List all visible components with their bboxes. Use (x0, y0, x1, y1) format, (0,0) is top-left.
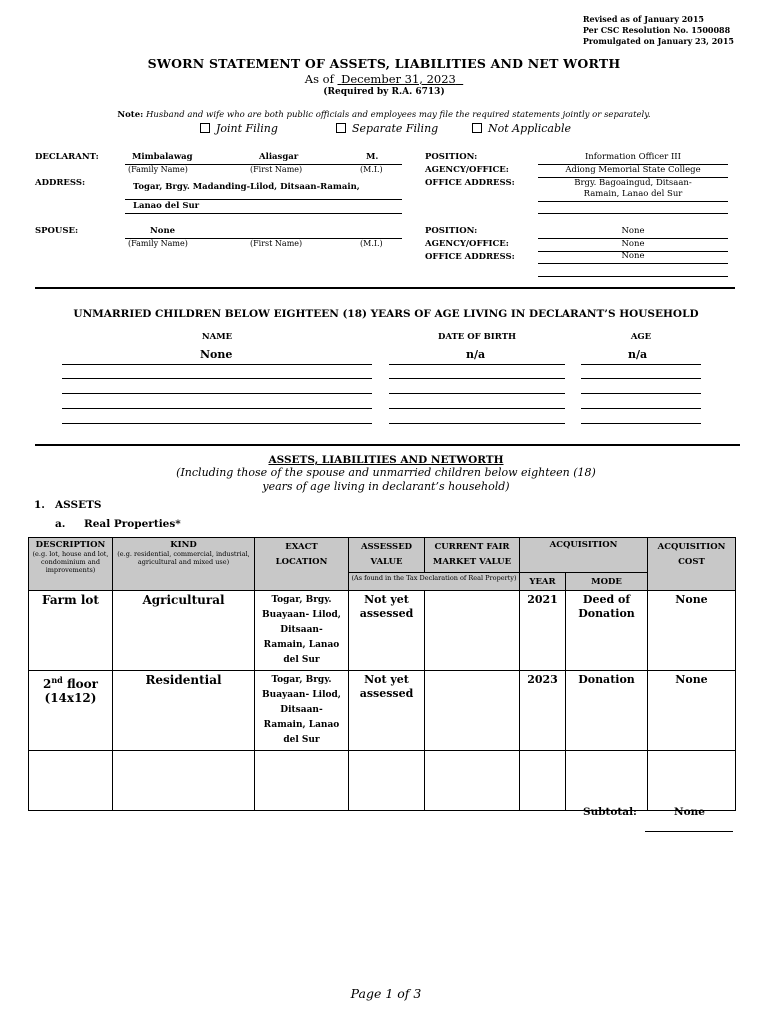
alnw-subtitle-2: years of age living in declarant’s household) (262, 480, 510, 493)
child-row-line (581, 378, 701, 379)
real-properties-table (28, 537, 736, 811)
year-cell: 2021 (520, 591, 566, 671)
table-row (29, 671, 736, 751)
fair-market-hint: (As found in the Tax Declaration of Real Property) (349, 573, 520, 591)
cost-cell: None (648, 671, 736, 751)
year-header: YEAR (520, 573, 566, 591)
child-row-line (389, 423, 565, 424)
child-row-line (62, 423, 372, 424)
divider (538, 213, 728, 214)
children-age-header: AGE (630, 332, 652, 342)
child-row-line (581, 423, 701, 424)
family-name-caption: (Family Name) (128, 165, 188, 174)
child-row-line (62, 364, 372, 365)
mode-header: MODE (566, 573, 648, 591)
divider (538, 263, 728, 264)
checkbox-icon[interactable] (336, 123, 346, 133)
alnw-heading: ASSETS, LIABILITIES AND NETWORTH (268, 454, 504, 466)
table-row (29, 591, 736, 671)
divider (538, 276, 728, 277)
note (0, 110, 768, 120)
document-title: SWORN STATEMENT OF ASSETS, LIABILITIES AND NET WORTH (147, 56, 621, 71)
children-heading: UNMARRIED CHILDREN BELOW EIGHTEEN (18) YEARS OF AGE LIVING IN DECLARANT’S HOUSEHOLD (73, 308, 699, 320)
section-divider (35, 444, 740, 446)
section-divider (35, 287, 735, 289)
spouse-family-name-caption: (Family Name) (128, 239, 188, 248)
declarant-family-name: Mimbalawag (132, 152, 193, 162)
page-footer: Page 1 of 3 (350, 986, 422, 1001)
revision-line-3: Promulgated on January 23, 2015 (582, 36, 734, 46)
child-dob-value: n/a (466, 348, 486, 361)
position-value: Information Officer III (584, 152, 682, 162)
spouse-mi-caption: (M.I.) (360, 239, 383, 248)
address-line-1: Togar, Brgy. Madanding-Lilod, Ditsaan-Ramain, (133, 182, 360, 192)
subtotal-underline (645, 831, 733, 832)
divider (538, 201, 728, 202)
checkbox-icon[interactable] (200, 123, 210, 133)
location-cell: Togar, Brgy. Buayaan- Lilod, Ditsaan- Ramain, Lanao del Sur (255, 591, 349, 671)
kind-cell: Residential (113, 671, 255, 751)
child-row-line (62, 378, 372, 379)
child-row-line (581, 364, 701, 365)
spouse-family-name: None (150, 226, 176, 236)
description-header: DESCRIPTION (e.g. lot, house and lot, condominium and improvements) (29, 538, 113, 591)
kind-cell: Agricultural (113, 591, 255, 671)
revision-line-2: Per CSC Resolution No. 1500088 (582, 25, 731, 35)
table-header-row (29, 538, 736, 573)
declarant-label: DECLARANT: (35, 152, 99, 162)
office-address-label: OFFICE ADDRESS: (425, 178, 515, 188)
not-applicable-option[interactable]: Not Applicable (472, 122, 571, 135)
mode-cell: Deed of Donation (566, 591, 648, 671)
spouse-first-name-caption: (First Name) (250, 239, 303, 248)
child-row-line (389, 364, 565, 365)
note-label: Note: (117, 110, 144, 120)
as-of-line (0, 72, 768, 86)
mi-caption: (M.I.) (360, 165, 383, 174)
assets-label: ASSETS (55, 499, 102, 511)
year-cell: 2023 (520, 671, 566, 751)
spouse-office-address-value: None (621, 251, 645, 261)
declarant-first-name: Aliasgar (259, 152, 299, 162)
description-cell: 2nd floor (14x12) (29, 671, 113, 751)
subtotal-value: None (674, 806, 705, 818)
child-row-line (581, 408, 701, 409)
assets-number: 1. (34, 499, 45, 511)
mode-cell: Donation (566, 671, 648, 751)
agency-value: Adiong Memorial State College (565, 165, 701, 175)
spouse-position-label: POSITION: (425, 226, 478, 236)
assessed-header: ASSESSED VALUE (349, 538, 425, 573)
spouse-agency-value: None (621, 239, 645, 249)
child-row-line (581, 393, 701, 394)
assessed-cell: Not yet assessed (349, 671, 425, 751)
child-row-line (389, 408, 565, 409)
address-line-2: Lanao del Sur (133, 201, 200, 211)
first-name-caption: (First Name) (250, 165, 303, 174)
note-text: Husband and wife who are both public officials and employees may file the required statements jointly or separately. (145, 110, 651, 120)
divider (125, 199, 402, 200)
children-name-header: NAME (201, 332, 233, 342)
as-of-date: December 31, 2023 (341, 72, 456, 86)
position-label: POSITION: (425, 152, 478, 162)
spouse-office-address-label: OFFICE ADDRESS: (425, 252, 515, 262)
assets-sub-letter: a. (55, 518, 66, 530)
child-row-line (62, 393, 372, 394)
child-row-line (389, 378, 565, 379)
assessed-cell: Not yet assessed (349, 591, 425, 671)
as-of-prefix: As of (304, 72, 334, 86)
checkbox-icon[interactable] (472, 123, 482, 133)
divider (125, 213, 402, 214)
alnw-subtitle-1: (Including those of the spouse and unmarried children below eighteen (18) (176, 466, 596, 479)
fair-market-header: CURRENT FAIR MARKET VALUE (425, 538, 520, 573)
acquisition-header: ACQUISITION (520, 538, 648, 573)
declarant-mi: M. (366, 152, 379, 162)
revision-info (583, 14, 734, 47)
cost-cell: None (648, 591, 736, 671)
real-properties-label: Real Properties* (84, 518, 181, 530)
separate-filing-option[interactable]: Separate Filing (336, 122, 438, 135)
cost-header: ACQUISITION COST (648, 538, 736, 591)
fair-market-cell (425, 591, 520, 671)
location-cell: Togar, Brgy. Buayaan- Lilod, Ditsaan- Ramain, Lanao del Sur (255, 671, 349, 751)
revision-line-1: Revised as of January 2015 (582, 14, 704, 24)
subtotal-label: Subtotal: (583, 806, 637, 818)
office-address-value: Brgy. Bagoaingud, Ditsaan- Ramain, Lanao del Sur (574, 178, 692, 199)
children-dob-header: DATE OF BIRTH (437, 332, 517, 342)
table-row-empty (29, 751, 736, 811)
required-by: (Required by R.A. 6713) (323, 87, 445, 97)
child-row-line (389, 393, 565, 394)
fair-market-cell (425, 671, 520, 751)
joint-filing-option[interactable]: Joint Filing (200, 122, 278, 135)
kind-header: KIND (e.g. residential, commercial, industrial, agricultural and mixed use) (113, 538, 255, 591)
spouse-position-value: None (621, 226, 645, 236)
agency-label: AGENCY/OFFICE: (425, 165, 509, 175)
child-row-line (62, 408, 372, 409)
spouse-agency-label: AGENCY/OFFICE: (425, 239, 509, 249)
spouse-label: SPOUSE: (35, 226, 79, 236)
address-label: ADDRESS: (35, 178, 86, 188)
child-name-value: None (200, 348, 233, 361)
description-cell: Farm lot (29, 591, 113, 671)
location-header: EXACT LOCATION (255, 538, 349, 591)
child-age-value: n/a (628, 348, 648, 361)
